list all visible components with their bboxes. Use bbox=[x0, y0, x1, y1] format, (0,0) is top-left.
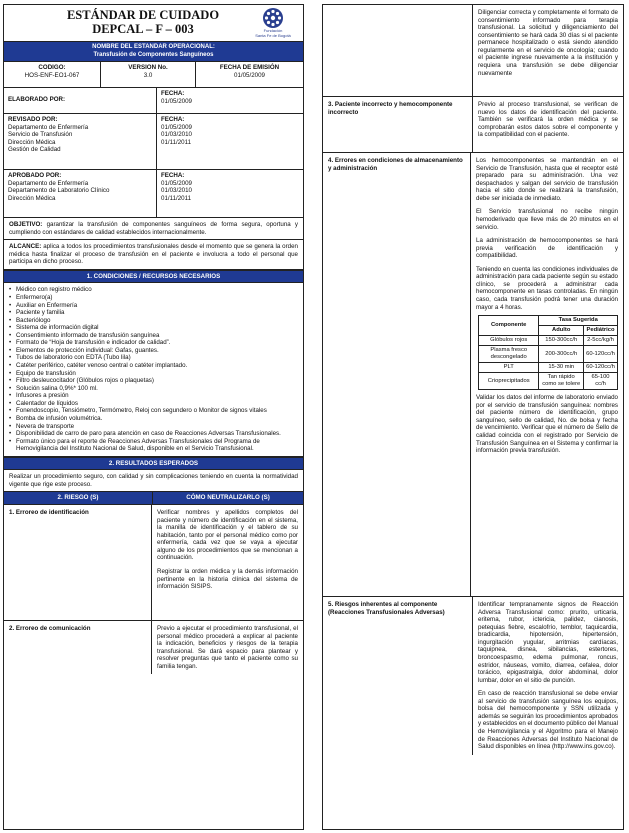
section2-title: 2. RESULTADOS ESPERADOS bbox=[4, 457, 303, 471]
list-item: • Médico con registro médico bbox=[8, 286, 299, 294]
list-item: • Calentador de líquidos bbox=[8, 400, 299, 408]
list-item: • Consentimiento informado de transfusión sanguínea bbox=[8, 332, 299, 340]
risk-mitigation: Previo a ejecutar el procedimiento transfusional, el personal médico procederá a explicar al paciente la indicación, beneficios y riesgos de la terapia transfusional. Se dará espacio para plantear y resolver preguntas que tanto el paciente como su familia tengan. bbox=[157, 625, 298, 670]
risk-mitigation: Previo al proceso transfusional, se verifican de nuevo los datos de identificación del paciente. También se verificará la orden médica y se comprobarán estos datos sobre el componente y la compatibilidad con el paciente. bbox=[478, 101, 618, 139]
foundation-logo: Fundación Santa Fe de Bogotá bbox=[251, 7, 295, 38]
revisado-row bbox=[4, 114, 303, 170]
alcance-block: ALCANCE: aplica a todos los procedimientos transfusionales desde el momento que se genera la orden médica hasta finalizar el proceso de transfusión en el paciente e involucra a todo el personal que participa en dicho proceso. bbox=[4, 240, 303, 270]
risk-mitigation: Identificar tempranamente signos de Reacción Adversa Transfusional como: prurito, urticaria, eritema, rubor, ictericia, palidez, cianosis, petequias fiebre, escalofrío, temblor, taquicardia, bradicardia, hipotensión, hipertensión, ingurgitación yugular, arritmias cardíacas, taquipnea, disnea, sibilancias, estertores, broncoespasmo, edema pulmonar, roncus, estridor, náuseas, vomito, diarrea, cefalea, dolor torácico, epigastralgia, dolor abdominal, dolor lumbar, dolor en el sitio de punción. En caso de reacción transfusional se debe enviar al servicio de transfusión sanguínea los equipos, bolsa del hemocomponente y SSN utilizada y además se seguirán los procedimientos aprobados y establecidos en el documento público del Manual de Hemovigilancia y el Algoritmo para el Manejo de Reacciones Adversas del Instituto Nacional de Salud disponibles en línea (http://www.ins.gov.co). bbox=[478, 601, 618, 751]
list-item: • Infusores a presión bbox=[8, 392, 299, 400]
section1-title: 1. CONDICIONES / RECURSOS NECESARIOS bbox=[4, 270, 303, 284]
risk-row-adverse-reactions bbox=[323, 597, 623, 755]
elaborado-row bbox=[4, 88, 303, 114]
list-item: • Bomba de infusión volumétrica. bbox=[8, 415, 299, 423]
list-item: • Disponibilidad de carro de paro para atención en caso de Reacciones Adversas Transfusionales. bbox=[8, 430, 299, 438]
risk-row-consent-continued bbox=[323, 5, 623, 97]
transfusion-rate-table bbox=[478, 315, 618, 390]
list-item: • Bacteriólogo bbox=[8, 317, 299, 325]
table-row: Crioprecipitados Tan rápido como se tolere 65-100 cc/h bbox=[479, 373, 618, 390]
table-row: Glóbulos rojos 150-300cc/h 2-5cc/kg/h bbox=[479, 336, 618, 346]
elaborado-date: FECHA: 01/05/2009 bbox=[156, 88, 303, 113]
code-cell: CODIGO: HOS-ENF-EO1-067 bbox=[24, 64, 80, 79]
list-item: • Sistema de información digital bbox=[8, 324, 299, 332]
table-header: Componente bbox=[479, 316, 539, 336]
risk-row-identification bbox=[4, 505, 303, 621]
risk-header-left: 2. RIESGO (S) bbox=[57, 494, 99, 502]
document-header bbox=[4, 5, 303, 41]
revisado-dates: FECHA: 01/05/2009 01/03/2010 01/11/2011 bbox=[156, 114, 303, 169]
document-title: ESTÁNDAR DE CUIDADO DEPCAL – F – 003 bbox=[66, 8, 220, 36]
list-item: • Auxiliar en Enfermería bbox=[8, 302, 299, 310]
risk-label bbox=[323, 5, 473, 96]
list-item: • Paciente y familia bbox=[8, 309, 299, 317]
aprobado-names: APROBADO POR: Departamento de Enfermería Departamento de Laboratorio Clínico Dirección Médica bbox=[8, 172, 110, 202]
table-header: Adulto bbox=[539, 326, 584, 336]
risk-row-storage bbox=[323, 153, 623, 597]
list-item: • Equipo de transfusión bbox=[8, 370, 299, 378]
aprobado-dates: FECHA: 01/05/2009 01/03/2010 01/11/2011 bbox=[156, 170, 303, 217]
emission-date-cell: FECHA DE EMISIÓN 01/05/2009 bbox=[195, 62, 303, 87]
risk-mitigation: Los hemocomponentes se mantendrán en el Servicio de Transfusión, hasta que el receptor esté preparado para su administración. Una vez despachados y salgan del servicio de transfusión hacia el sitio donde se realizará la transfusión, debe ser iniciada de inmediato. El Servicio transfusional no recibe ningún hemoderivado que lleve más de 20 minutos en el servicio. La administración de hemocomponentes se hará previa verificación de identificación y compatibilidad. Teniendo en cuenta las condiciones individuales de administración para cada paciente según su estado clínico, se procederá a administrar cada hemocomponente en tasas controladas. En ningún caso, cada transfusión podrá tener una duración mayor a 4 horas. Componente Tasa Sugerida Adulto Pediátrico Glóbulos rojos 150-300cc/h 2-5cc/kg/h Plasma fresco descongelado 200-300cc/h 60-120cc/h PLT 15-30 min 60-120cc/h Crioprecipitados Tan rápido como se tolere 65-100 cc/h Validar los datos del informe de laboratorio enviado por el servicio de transfusión sanguínea: nombres del paciente número de identificación, grupo sanguíneo, sello de calidad, No. de bolsa y fecha de vencimiento. Verificar que el número de Sello de calidad coincida con el registrado por Servicio de Transfusión Sanguínea en el Sistema y confirmar la información previa transfusión. bbox=[476, 157, 618, 455]
table-header: Pediátrico bbox=[584, 326, 618, 336]
risk-row-communication bbox=[4, 621, 303, 674]
list-item: • Catéter periférico, catéter venoso central o catéter implantado. bbox=[8, 362, 299, 370]
aprobado-row bbox=[4, 170, 303, 218]
elaborado-label: ELABORADO POR: bbox=[8, 96, 66, 103]
risk-label: 3. Paciente incorrecto y hemocomponente incorrecto bbox=[323, 97, 473, 152]
risk-mitigation: Verificar nombres y apellidos completos del paciente y número de identificación en el sistema, la manilla de identificación y el tablero de su habitación, tanto por el personal médico como por enfermería, cada vez que se vaya a ejecutar alguno de los procedimientos que se mencionan a continuación. Registrar la orden médica y la demás información pertinente en la historia clínica del sistema de información SISIPS. bbox=[157, 509, 298, 591]
table-row: PLT 15-30 min 60-120cc/h bbox=[479, 363, 618, 373]
list-item: • Tubos de laboratorio con EDTA (Tubo lila) bbox=[8, 354, 299, 362]
logo-emblem-icon bbox=[262, 7, 284, 29]
list-item: • Enfermero(a) bbox=[8, 294, 299, 302]
list-item: • Elementos de protección individual: Gafas, guantes. bbox=[8, 347, 299, 355]
right-column bbox=[322, 4, 624, 830]
list-item: • Fonendoscopio, Tensiómetro, Termómetro, Reloj con segundero o Monitor de signos vitales bbox=[8, 407, 299, 415]
risk-mitigation: Diligenciar correcta y completamente el formato de consentimiento informado para terapia transfusional. La solicitud y diligenciamiento del consentimiento se hará cada 30 días si el paciente permanece hospitalizado o está siendo atendido regularmente en el servicio de oncología; cuando el paciente ingrese nuevamente a la institución y requiera una transfusión se debe diligenciar nuevamente bbox=[478, 9, 618, 77]
list-item: • Solución salina 0,9%* 100 ml. bbox=[8, 385, 299, 393]
risk-label: 5. Riesgos inherentes al componente (Reacciones Transfusionales Adversas) bbox=[323, 597, 473, 755]
version-cell: VERSION No. 3.0 bbox=[100, 62, 195, 87]
resources-list-block bbox=[4, 283, 303, 456]
table-header: Tasa Sugerida bbox=[539, 316, 618, 326]
resources-list bbox=[8, 286, 299, 452]
left-column bbox=[3, 4, 304, 830]
risk-label: 4. Errores en condiciones de almacenamiento y administración bbox=[323, 153, 471, 596]
risk-row-wrong-patient bbox=[323, 97, 623, 153]
list-item: • Formato único para el reporte de Reacciones Adversas Transfusionales del Programa de Hemovigilancia del Instituto Nacional de Salud, disponible en el Servicio Transfusional. bbox=[8, 438, 299, 453]
expected-results-text: Realizar un procedimiento seguro, con calidad y sin complicaciones teniendo en cuenta la normatividad vigente que rige este proceso. bbox=[4, 470, 303, 492]
table-row: Plasma fresco descongelado 200-300cc/h 60-120cc/h bbox=[479, 346, 618, 363]
list-item: • Nevera de transporte bbox=[8, 423, 299, 431]
list-item: • Formato de “Hoja de transfusión e indicador de calidad”. bbox=[8, 339, 299, 347]
standard-name-band: NOMBRE DEL ESTANDAR OPERACIONAL: Transfusión de Componentes Sanguíneos bbox=[4, 41, 303, 62]
revisado-names: REVISADO POR: Departamento de Enfermería Servicio de Transfusión Dirección Médica Gestión de Calidad bbox=[8, 116, 89, 154]
risk-header-right: CÓMO NEUTRALIZARLO (S) bbox=[152, 492, 303, 504]
risk-label: 2. Erroreo de comunicación bbox=[4, 621, 152, 674]
objetivo-block: OBJETIVO: garantizar la transfusión de componentes sanguíneos de forma segura, oportuna y cumpliendo con estándares de calidad establecidos internacionalmente. bbox=[4, 218, 303, 240]
codes-row bbox=[4, 62, 303, 88]
list-item: • Filtro desleucocitador (Glóbulos rojos o plaquetas) bbox=[8, 377, 299, 385]
risk-header-row bbox=[4, 492, 303, 505]
risk-label: 1. Erroreo de identificación bbox=[4, 505, 152, 620]
